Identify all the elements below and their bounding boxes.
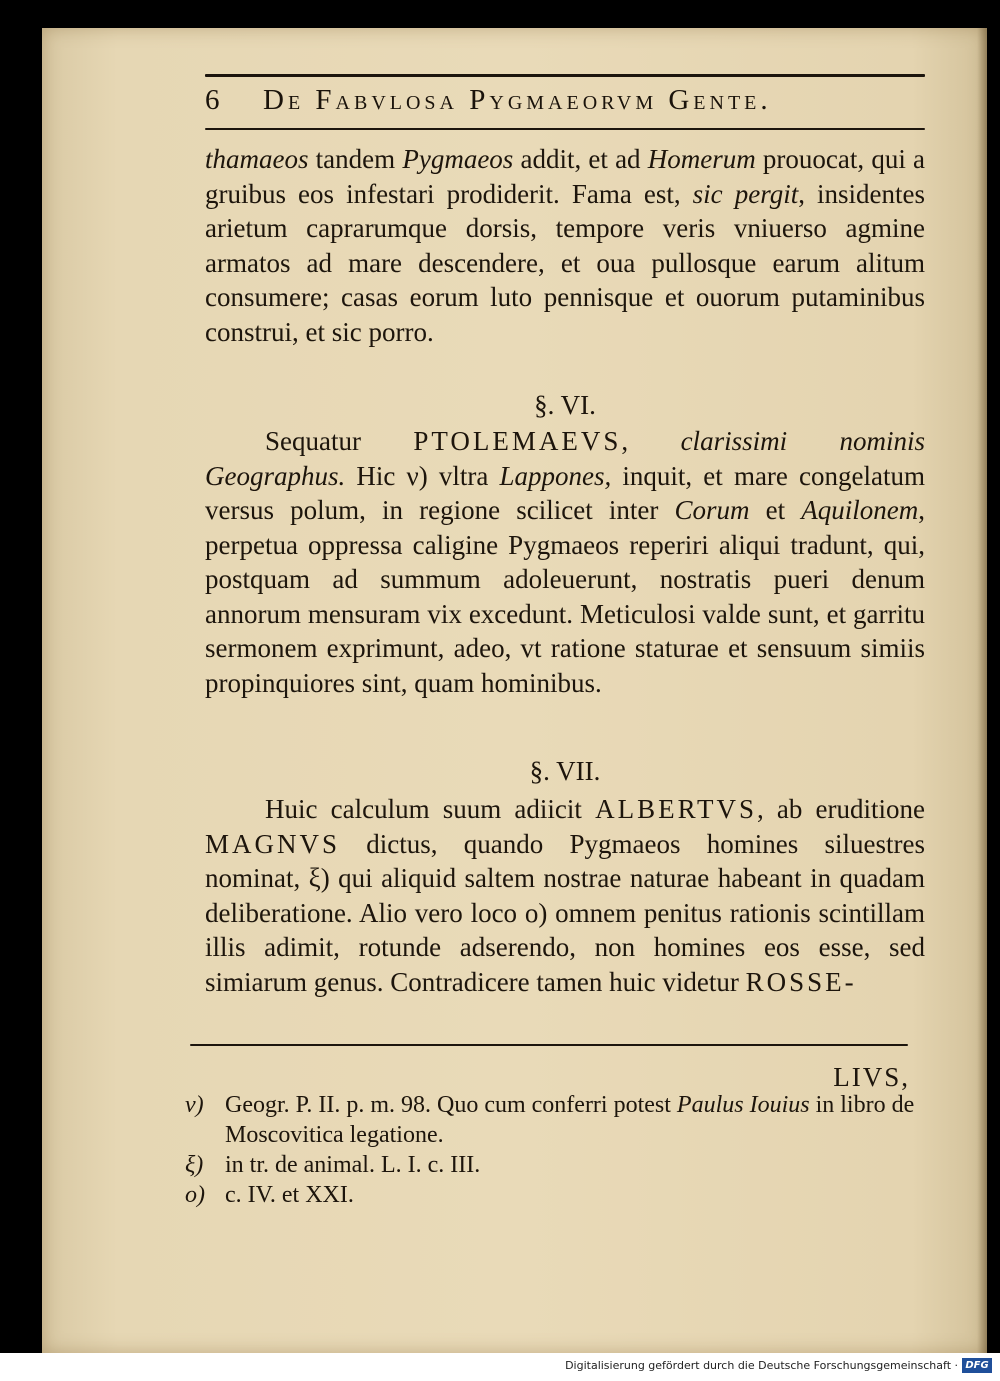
italic-word: Corum: [674, 495, 750, 525]
text-run: et: [749, 495, 802, 525]
text-run: inquit, et mare congelatum versus polum, in regione scilicet inter: [205, 460, 925, 525]
italic-word: Lappones,: [499, 460, 612, 491]
text-run: in libro de Moscovitica legatione.: [225, 1092, 915, 1148]
italic-word: Pygmaeos: [402, 144, 514, 174]
spaced-name: MAGNVS: [205, 828, 341, 859]
footnote-xi: [185, 1150, 925, 1180]
footnote-nu: [185, 1090, 925, 1150]
footnote-marker: ν): [185, 1092, 204, 1118]
paragraph-continuation: [205, 142, 925, 349]
running-title: De Fabvlosa Pygmaeorvm Gente.: [263, 84, 772, 116]
spaced-name: PTOLEMAEVS: [413, 426, 622, 456]
text-run: , ab eruditione: [756, 794, 925, 824]
text-run: c. IV. et XXI.: [225, 1182, 354, 1208]
spaced-name: ROSSE-: [745, 966, 857, 997]
italic-word: thamaeos: [205, 144, 309, 174]
text-run: Huic calculum suum adiicit: [265, 794, 596, 824]
text-run: tandem: [308, 144, 403, 174]
text-run: in tr. de animal. L. I. c. III.: [225, 1152, 481, 1178]
text-run: addit, et ad: [513, 144, 648, 174]
text-run: Geogr. P. II. p. m. 98. Quo cum conferri potest: [225, 1092, 677, 1118]
text-run: , perpetua oppressa caligine Pygmaeos reperiri aliqui tradunt, qui, postquam ad summum adoleuerunt, nostratis pueri denum annorum mensuram vix excedunt. Meticulosi valde sunt, et garritu sermonem exprimunt, adeo, vt ratione staturae et sensuum simiis propinquiores sint, quam hominibus.: [205, 495, 925, 698]
section-heading-vii: §. VII.: [529, 756, 601, 786]
page-number: 6: [205, 84, 223, 116]
footnote-marker: ο): [185, 1182, 205, 1208]
digitization-footer: [0, 1353, 1000, 1381]
footnote-rule: [190, 1044, 908, 1046]
section-vii-paragraph: [205, 792, 925, 999]
header-rule-bottom: [205, 128, 925, 130]
catchword: LIVS,: [833, 1062, 910, 1092]
text-run: Hic ν) vltra: [345, 460, 500, 491]
dfg-logo: DFG: [962, 1358, 992, 1373]
section-vi-paragraph: [205, 424, 925, 700]
text-run: , insidentes arietum caprarumque dorsis, tempore veris vniuerso agmine armatos ad mare descendere, et oua pullosque earum alitum consumere; casas eorum luto pennisque et ouorum putaminibus construi, et sic porro.: [205, 178, 925, 347]
footnote-omicron: [185, 1180, 925, 1210]
footnote-marker: ξ): [185, 1152, 204, 1178]
italic-word: Homerum: [647, 144, 756, 174]
running-header: [205, 80, 925, 124]
text-run: ,: [621, 426, 681, 456]
header-rule-top: [205, 74, 925, 77]
text-run: Sequatur: [265, 426, 414, 456]
text-run: dictus, quando Pygmaeos homines siluestres nominat, ξ) qui aliquid saltem nostrae naturae habeant in quadam deliberatione. Alio vero loco ο) omnem penitus rationis scintillam illis adimit, rotunde adserendo, non homines eos esse, sed simiarum genus. Contradicere tamen huic videtur: [205, 828, 925, 997]
italic-word: Aquilonem: [801, 495, 919, 525]
section-heading-vi: §. VI.: [534, 390, 596, 420]
text-run: prouocat, qui a gruibus eos infestari prodiderit. Fama est,: [205, 144, 925, 209]
footnotes: [185, 1090, 925, 1210]
italic-word: clarissimi nominis Geographus.: [205, 426, 925, 491]
spaced-name: ALBERTVS: [595, 794, 757, 824]
funding-credit: Digitalisierung gefördert durch die Deutsche Forschungsgemeinschaft ·: [565, 1359, 958, 1372]
italic-word: sic pergit: [692, 178, 799, 209]
page-gutter-shadow: [977, 28, 987, 1353]
italic-word: Paulus Iouius: [676, 1092, 810, 1118]
